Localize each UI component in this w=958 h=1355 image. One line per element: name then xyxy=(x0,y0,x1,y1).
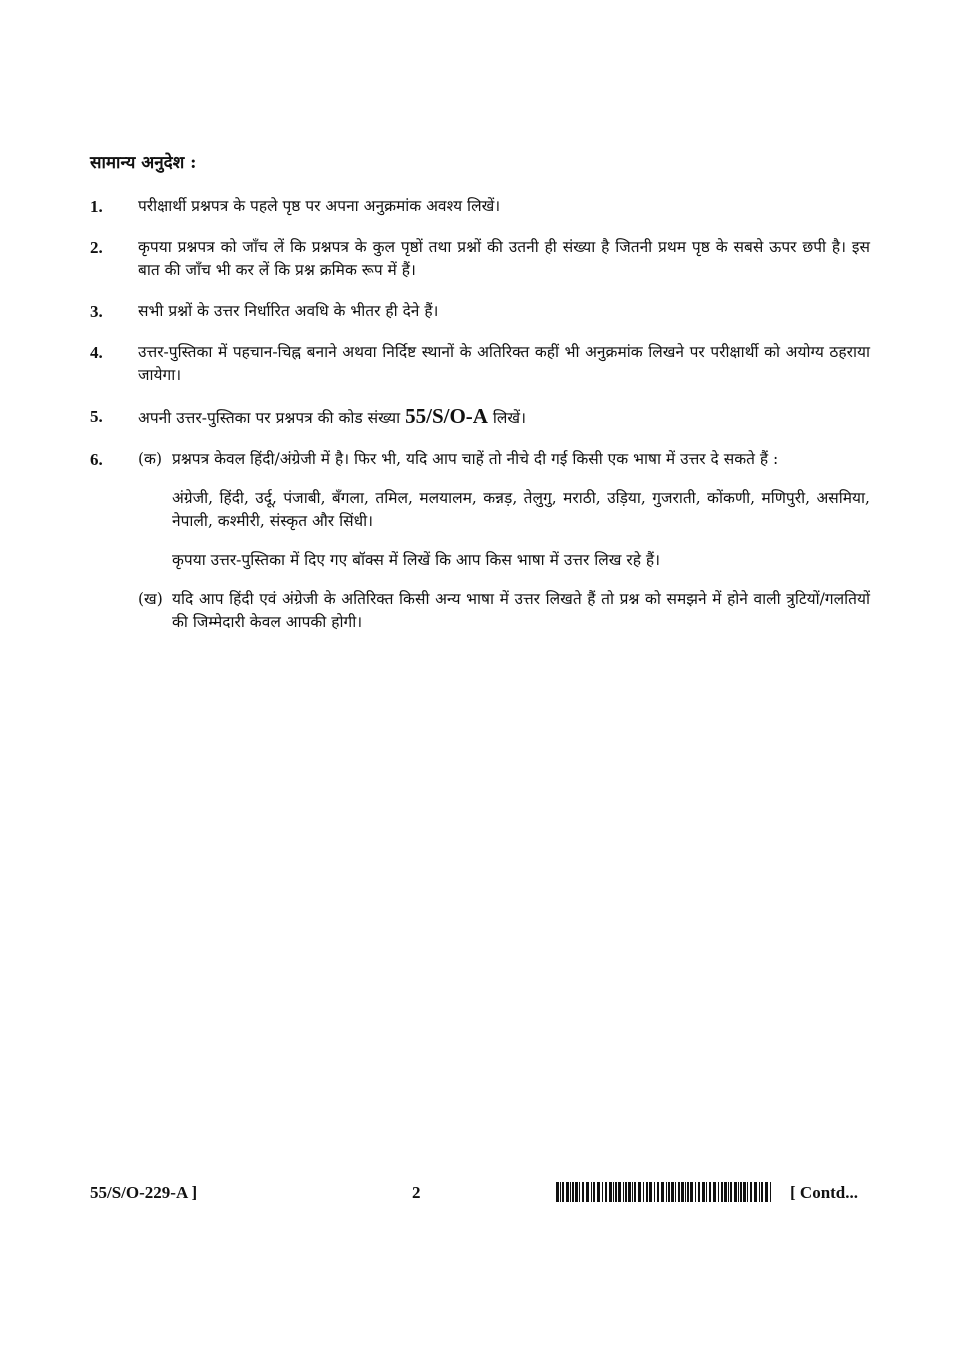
item-number: 3. xyxy=(90,302,103,321)
continued-label: [ Contd... xyxy=(790,1183,859,1202)
list-item xyxy=(90,300,870,323)
sub-item-text: यदि आप हिंदी एवं अंग्रेजी के अतिरिक्त किसी अन्य भाषा में उत्तर लिखते हैं तो प्रश्न को समझने में होने वाली त्रुटियों/गलतियों की जिम्मेदारी केवल आपकी होगी। xyxy=(172,590,870,631)
item-number: 4. xyxy=(90,343,103,362)
item-number: 6. xyxy=(90,450,103,469)
item-text: कृपया प्रश्नपत्र को जाँच लें कि प्रश्नपत्र के कुल पृष्ठों तथा प्रश्नों की उतनी ही संख्या है जितनी प्रथम पृष्ठ के सबसे ऊपर छपी है। इस बात की जाँच भी कर लें कि प्रश्न क्रमिक रूप में हैं। xyxy=(138,238,870,279)
sub-item-label: (क) xyxy=(138,450,162,468)
item-text-after: लिखें। xyxy=(492,409,526,427)
sub-item-a xyxy=(138,448,870,572)
sub-item-note: कृपया उत्तर-पुस्तिका में दिए गए बॉक्स में लिखें कि आप किस भाषा में उत्तर लिख रहे हैं। xyxy=(172,551,661,569)
list-item xyxy=(90,448,870,634)
instructions-list xyxy=(90,195,870,634)
item-text xyxy=(138,405,870,430)
page-number: 2 xyxy=(412,1183,421,1202)
list-item xyxy=(90,236,870,282)
item-number: 5. xyxy=(90,407,103,426)
barcode-icon xyxy=(556,1182,774,1202)
footer-code: 55/S/O-229-A ] xyxy=(90,1183,198,1202)
sub-item-text: प्रश्नपत्र केवल हिंदी/अंग्रेजी में है। फिर भी, यदि आप चाहें तो नीचे दी गई किसी एक भाषा में उत्तर दे सकते हैं : xyxy=(172,450,779,468)
sub-item-b xyxy=(138,588,870,634)
list-item xyxy=(90,195,870,218)
item-text: परीक्षार्थी प्रश्नपत्र के पहले पृष्ठ पर अपना अनुक्रमांक अवश्य लिखें। xyxy=(138,197,501,215)
sub-item-label: (ख) xyxy=(138,590,163,608)
item-number: 2. xyxy=(90,238,103,257)
language-list: अंग्रेजी, हिंदी, उर्दू, पंजाबी, बँगला, तमिल, मलयालम, कन्नड़, तेलुगु, मराठी, उड़िया, गुजराती, कोंकणी, मणिपुरी, असमिया, नेपाली, कश्मीरी, संस्कृत और सिंधी। xyxy=(172,489,870,530)
item-text: उत्तर-पुस्तिका में पहचान-चिह्न बनाने अथवा निर्दिष्ट स्थानों के अतिरिक्त कहीं भी अनुक्रमांक लिखने पर परीक्षार्थी को अयोग्य ठहराया जायेगा। xyxy=(138,343,870,384)
item-text: सभी प्रश्नों के उत्तर निर्धारित अवधि के भीतर ही देने हैं। xyxy=(138,302,439,320)
page-heading: सामान्य अनुदेश : xyxy=(90,153,197,173)
item-text-before: अपनी उत्तर-पुस्तिका पर प्रश्नपत्र की कोड संख्या xyxy=(138,409,401,427)
item-number: 1. xyxy=(90,197,103,216)
list-item xyxy=(90,405,870,430)
item-text xyxy=(138,448,870,634)
list-item xyxy=(90,341,870,387)
paper-code: 55/S/O-A xyxy=(405,404,488,428)
